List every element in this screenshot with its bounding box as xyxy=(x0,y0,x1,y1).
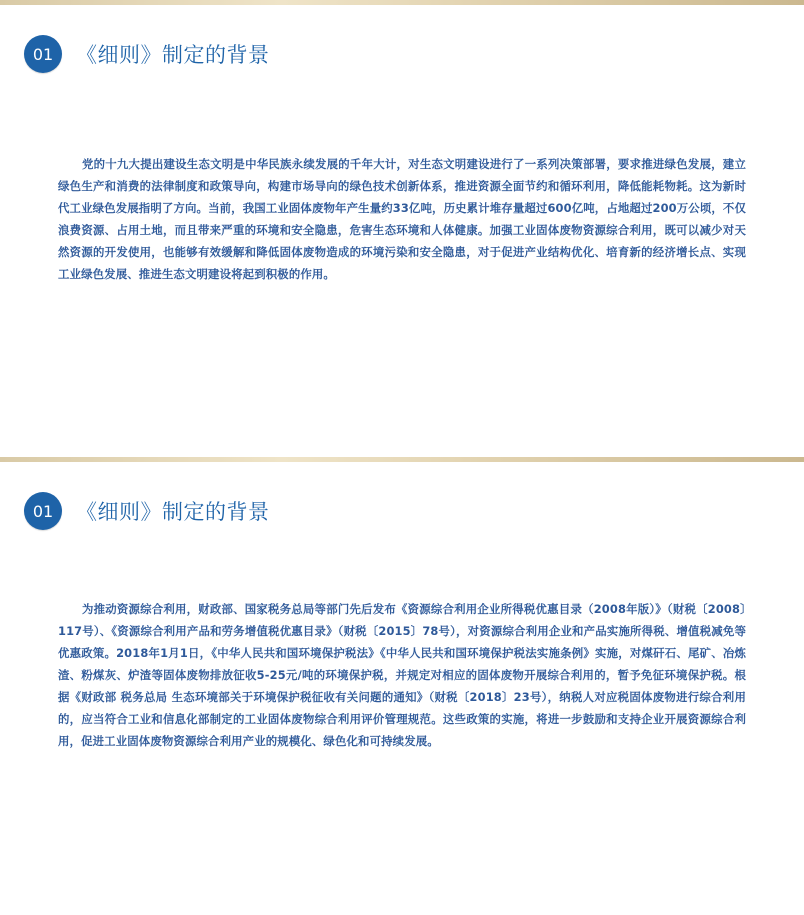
slide-1 xyxy=(0,5,804,457)
slide-2 xyxy=(0,462,804,915)
section-number-badge: 01 xyxy=(24,35,62,73)
section-title: 《细则》制定的背景 xyxy=(76,43,270,67)
slide-1-body-paragraph: 党的十九大提出建设生态文明是中华民族永续发展的千年大计，对生态文明建设进行了一系列决策部署，要求推进绿色发展，建立绿色生产和消费的法律制度和政策导向，构建市场导向的绿色技术创新体系，推进资源全面节约和循环利用，降低能耗物耗。这为新时代工业绿色发展指明了方向。当前，我国工业固体废物年产生量约33亿吨，历史累计堆存量超过600亿吨，占地超过200万公顷，不仅浪费资源、占用土地，而且带来严重的环境和安全隐患，危害生态环境和人体健康。加强工业固体废物资源综合利用，既可以减少对天然资源的开发使用，也能够有效缓解和降低固体废物造成的环境污染和安全隐患，对于促进产业结构优化、培育新的经济增长点、实现工业绿色发展、推进生态文明建设将起到积极的作用。 xyxy=(58,157,746,281)
section-number-badge: 01 xyxy=(24,492,62,530)
section-title: 《细则》制定的背景 xyxy=(76,500,270,524)
slide-2-title-row xyxy=(24,492,270,530)
slide-2-body-paragraph: 为推动资源综合利用，财政部、国家税务总局等部门先后发布《资源综合利用企业所得税优惠目录（2008年版）》（财税〔2008〕117号）、《资源综合利用产品和劳务增值税优惠目录》（财税〔2015〕78号），对资源综合利用企业和产品实施所得税、增值税减免等优惠政策。2018年1月1日，《中华人民共和国环境保护税法》《中华人民共和国环境保护税法实施条例》实施，对煤矸石、尾矿、冶炼渣、粉煤灰、炉渣等固体废物排放征收5-25元/吨的环境保护税，并规定对相应的固体废物开展综合利用的，暂予免征环境保护税。根据《财政部 税务总局 生态环境部关于环境保护税征收有关问题的通知》（财税〔2018〕23号），纳税人对应税固体废物进行综合利用的，应当符合工业和信息化部制定的工业固体废物综合利用评价管理规范。这些政策的实施，将进一步鼓励和支持企业开展资源综合利用，促进工业固体废物资源综合利用产业的规模化、绿色化和可持续发展。 xyxy=(58,602,746,748)
slide-1-title-row xyxy=(24,35,270,73)
